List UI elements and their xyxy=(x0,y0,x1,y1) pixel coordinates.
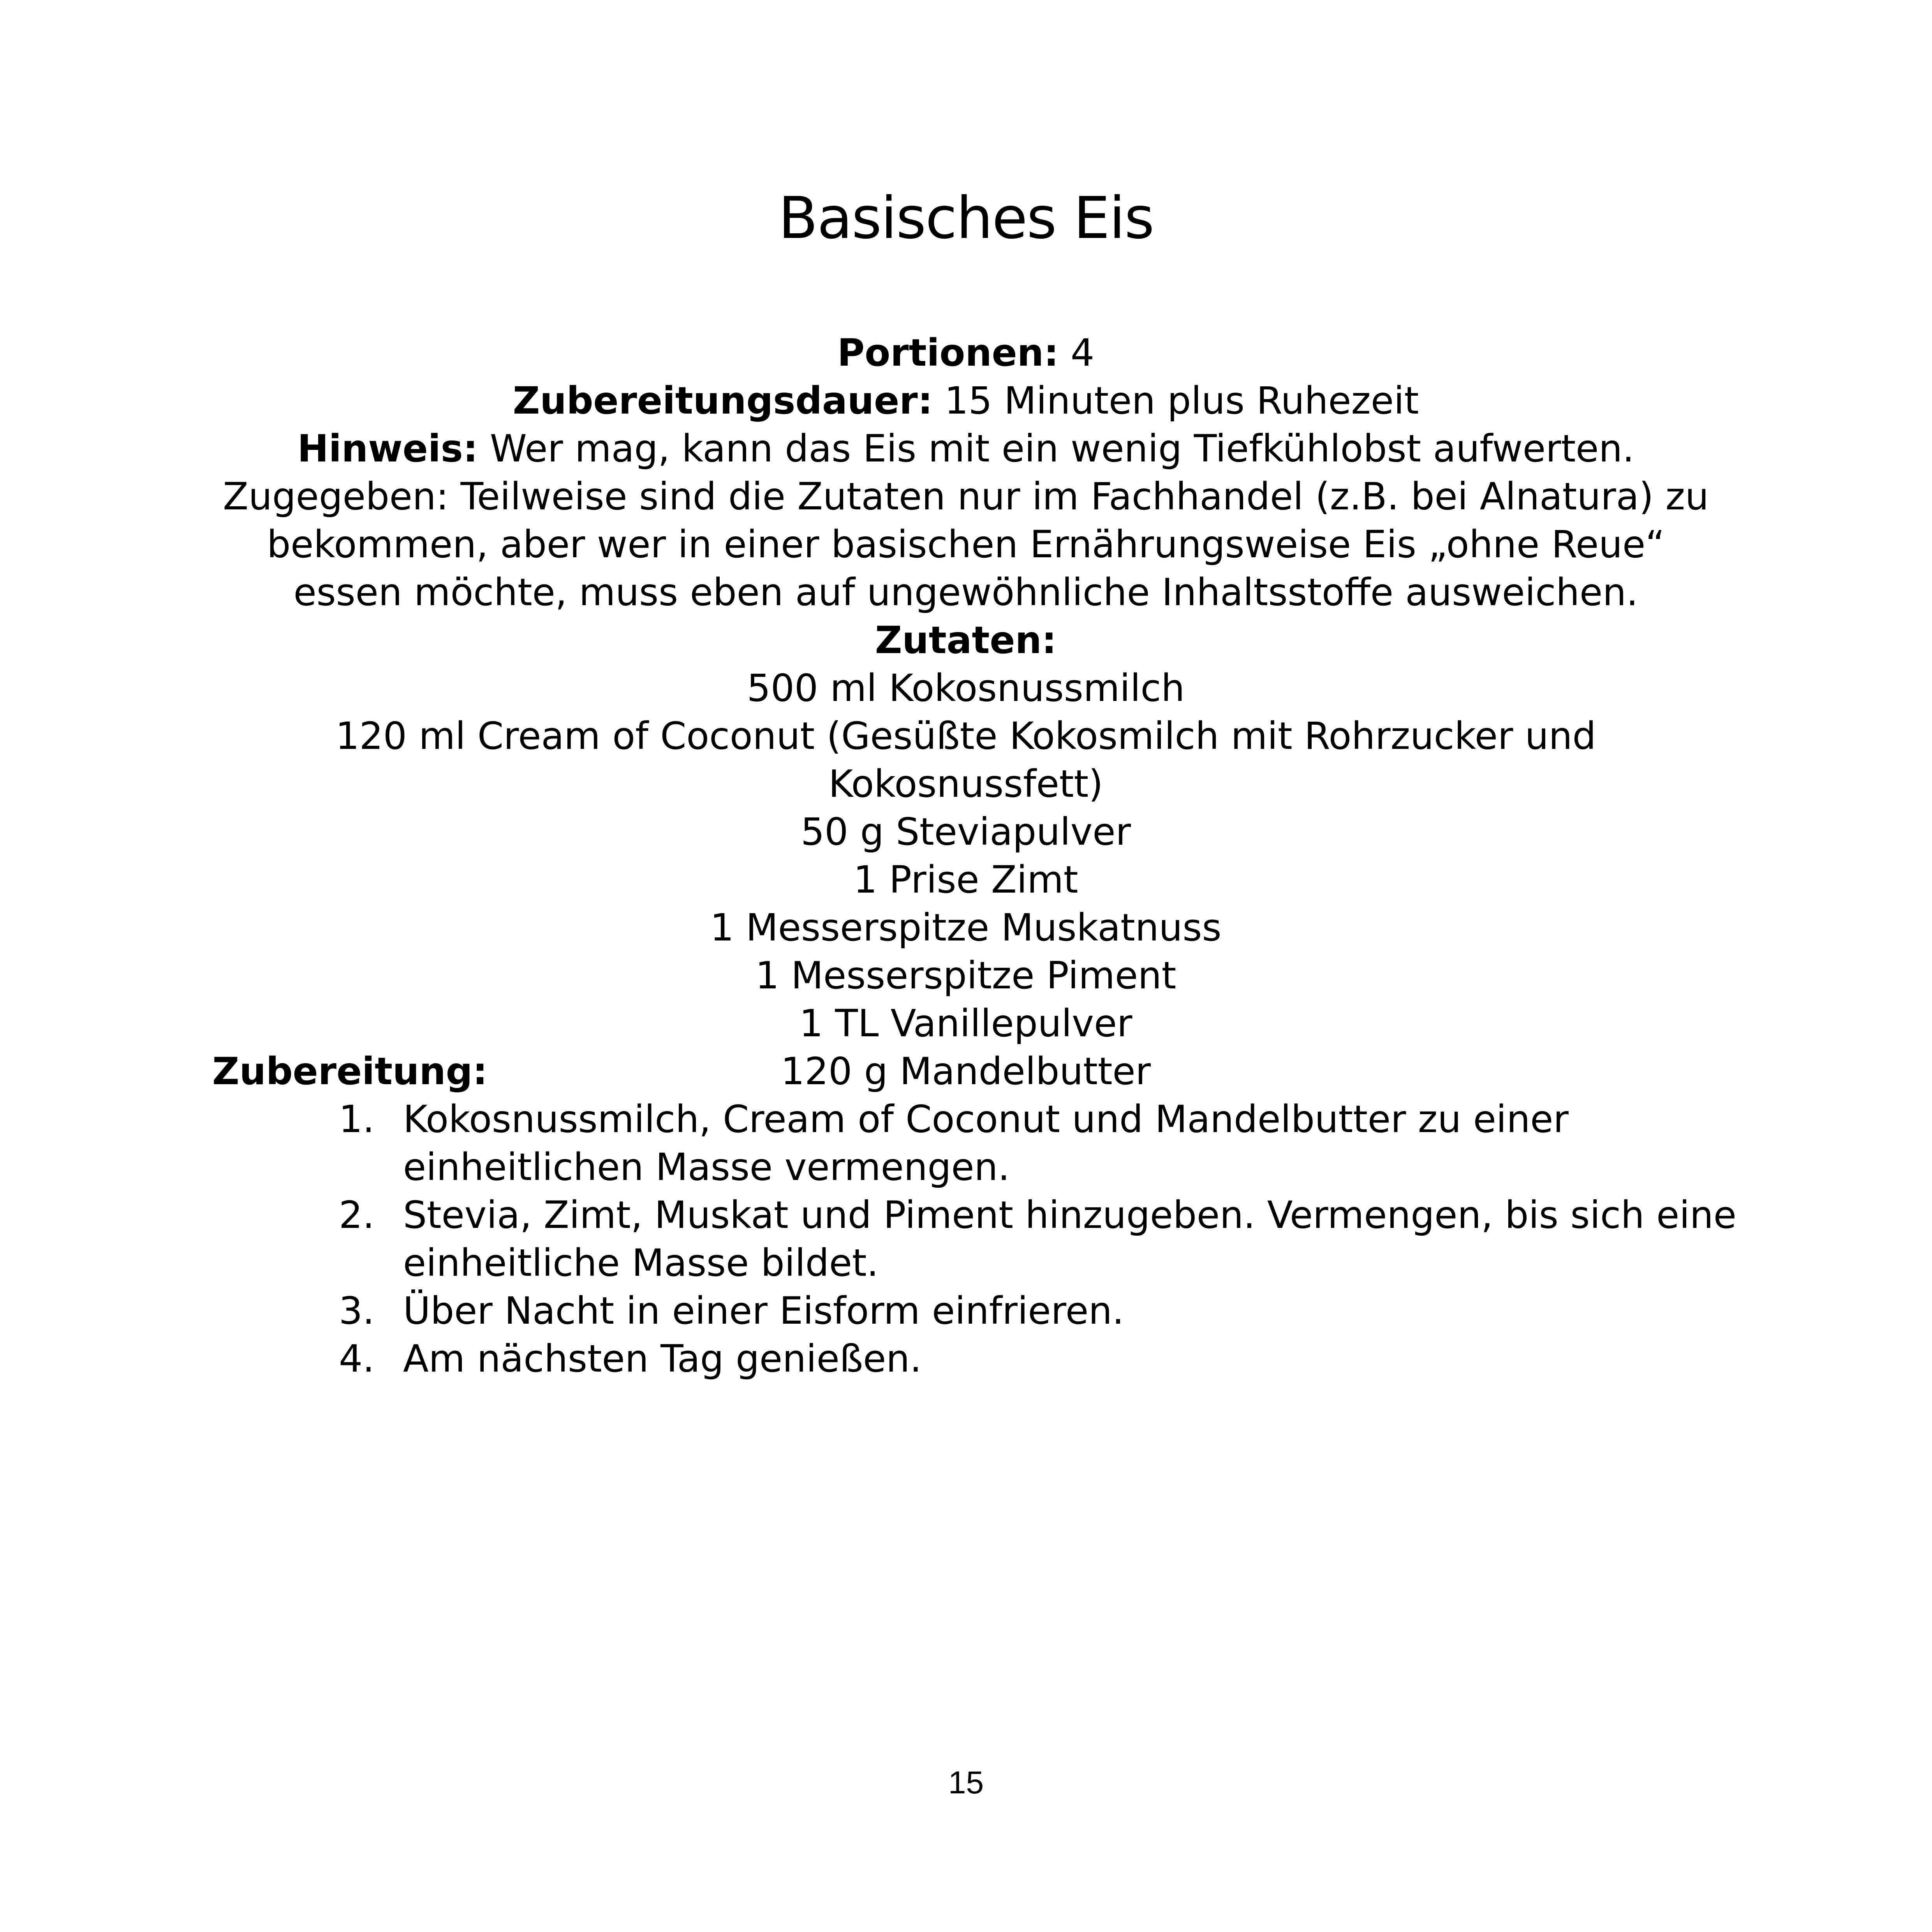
page-number: 15 xyxy=(948,1765,984,1800)
step-number: 4. xyxy=(339,1337,375,1381)
ingredient-item: 120 ml Cream of Coconut (Gesüßte Kokosmilch mit Rohrzucker und Kokosnussfett) xyxy=(335,714,1596,806)
step-number: 1. xyxy=(339,1097,375,1141)
recipe-title: Basisches Eis xyxy=(778,185,1154,252)
note-text: Wer mag, kann das Eis mit ein wenig Tiefkühlobst aufwerten. Zugegeben: Teilweise sind die Zutaten nur im Fachhandel (z.B. bei Alnatura) zu bekommen, aber wer in einer basischen Ernährungsweise Eis „ohne Reue“ essen möchte, muss eben auf ungewöhnliche Inhaltsstoffe ausweichen. xyxy=(223,427,1709,614)
step-item xyxy=(339,1335,1741,1383)
preparation-steps xyxy=(339,1095,1741,1383)
step-text: Über Nacht in einer Eisform einfrieren. xyxy=(403,1289,1124,1333)
ingredient-item: 1 Messerspitze Piment xyxy=(755,954,1176,997)
step-text: Am nächsten Tag genießen. xyxy=(403,1337,922,1381)
ingredient-item: 120 g Mandelbutter xyxy=(781,1050,1151,1093)
ingredient-item: 50 g Steviapulver xyxy=(801,810,1131,854)
step-item xyxy=(339,1191,1741,1287)
ingredient-item: 1 Messerspitze Muskatnuss xyxy=(710,906,1222,949)
duration-value: 15 Minuten plus Ruhezeit xyxy=(944,379,1419,423)
step-text: Kokosnussmilch, Cream of Coconut und Mandelbutter zu einer einheitlichen Masse vermengen. xyxy=(403,1097,1569,1189)
preparation-heading: Zubereitung: xyxy=(212,1050,488,1093)
recipe-info xyxy=(210,329,1721,1095)
step-item xyxy=(339,1287,1741,1335)
portions-value: 4 xyxy=(1071,331,1095,375)
portions-label: Portionen: xyxy=(837,331,1059,375)
duration-label: Zubereitungsdauer: xyxy=(512,379,933,423)
ingredients-heading: Zutaten: xyxy=(875,618,1057,662)
step-item xyxy=(339,1095,1741,1191)
step-text: Stevia, Zimt, Muskat und Piment hinzugeben. Vermengen, bis sich eine einheitliche Masse bildet. xyxy=(403,1193,1737,1285)
step-number: 2. xyxy=(339,1193,375,1237)
step-number: 3. xyxy=(339,1289,375,1333)
ingredients-list xyxy=(210,664,1721,1095)
ingredient-item: 500 ml Kokosnussmilch xyxy=(747,666,1185,710)
note-label: Hinweis: xyxy=(297,427,478,470)
portions-line xyxy=(210,329,1721,377)
duration-line xyxy=(210,377,1721,425)
ingredient-item: 1 Prise Zimt xyxy=(853,858,1078,902)
ingredient-item: 1 TL Vanillepulver xyxy=(799,1002,1132,1045)
note-paragraph xyxy=(210,425,1721,616)
